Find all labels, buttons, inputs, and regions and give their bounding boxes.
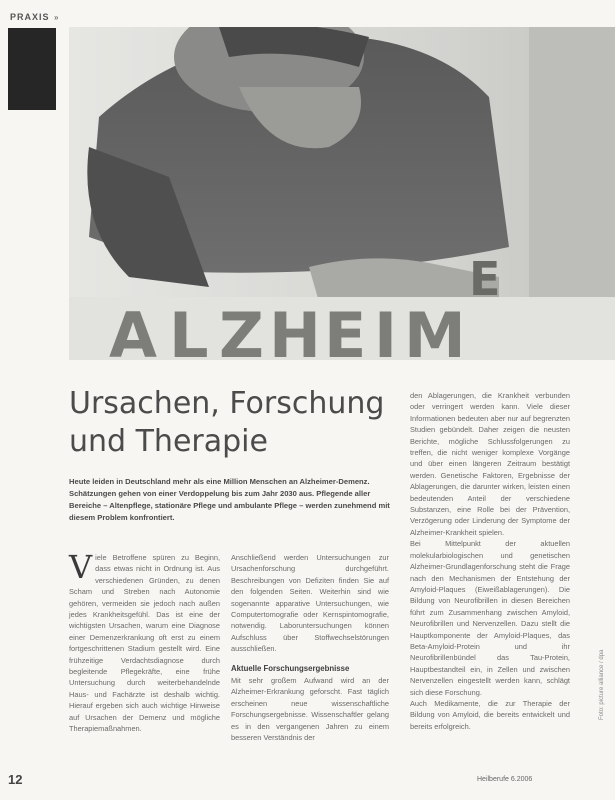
article-lead: Heute leiden in Deutschland mehr als eine Million Menschen an Alzheimer-Demenz. Schätzungen gehen von einer Verdoppelung bis zum Jahr 2030 aus. Pflegende aller Bereiche – Altenpflege, stationäre Pflege und ambulante Pflege – werden zunehmend mit diesem Problem konfrontiert. [69, 477, 390, 522]
body-column-1 [69, 548, 220, 735]
body-text: iele Betroffene spüren zu Beginn, dass etwas nicht in Ordnung ist. Aus verschiedenen Gründen, zu denen Scham und Streben nach Autonomie gehören, vermeiden sie jedoch nach außen jedes Krankheitsgefühl. Das ist eine der wichtigsten Ursachen, warum eine Diagnose einer Demenzerkrankung oft erst zu einem fortgeschrittenen Stadium gestellt wird. Eine frühzeitige Verdachtsdiagnose durch begleitende Pflegekräfte, eine frühe Untersuchung durch weiterbehandelnde Haus- und Fachärzte ist deshalb wichtig. Hierauf ergeben sich auch wichtige Hinweise auf Ursachen der Demenz und mögliche Therapiemaßnahmen. [69, 553, 220, 734]
page-number: 12 [8, 772, 23, 787]
section-name: PRAXIS [10, 12, 50, 22]
photo-illustration [69, 27, 615, 360]
photo-letter: E [324, 299, 367, 360]
drop-cap: V [69, 548, 93, 586]
photo-letter: Z [219, 299, 264, 360]
photo-letter: A [109, 299, 157, 360]
section-label [10, 12, 59, 22]
body-column-3 [410, 390, 570, 732]
body-column-2 [231, 552, 389, 744]
section-color-block [8, 28, 56, 110]
photo-letter: M [404, 299, 466, 360]
section-subheading: Aktuelle Forschungsergebnisse [231, 663, 350, 673]
body-text: Anschließend werden Untersuchungen zur Ursachenforschung durchgeführt. Beschreibungen von Defiziten finden Sie auf den folgenden Seiten. Weiterhin sind wie sogenannte apparative Untersuchungen, wie Computertomografie oder Kernspintomografie, notwendig. Laboruntersuchungen können Aufschluss über Stoffwechselstörungen ausschließen. [231, 553, 389, 654]
body-text: Bei Mittelpunkt der aktuellen molekularbiologischen und genetischen Alzheimer-Grundlagenforschung steht die Frage nach den Mechanismen der Entstehung der Amyloid-Plaques (Eiweißablagerungen). Die Bildung von Neurofibrillen in diesen Bereichen führt zum Zusammenhang zwischen Amyloid, Neurofibrillen und Nervenzellen. Dazu stellt die Hauptkomponente der Amyloid-Plaques, das Beta-Amyloid-Protein und ihr Neurofibrillenbündel das Tau-Protein, Hauptbestandteil ein, in Zellen und zwischen Nervenzellen eingestellt werden kann, schlägt sich diese Forschung. [410, 539, 570, 697]
photo-letter: H [269, 299, 321, 360]
photo-credit: Foto: picture alliance / dpa [599, 649, 605, 720]
magazine-footer: Heilberufe 6.2006 [477, 776, 533, 783]
article-headline: Ursachen, Forschung und Therapie [69, 386, 385, 459]
photo-letter-top: E [469, 252, 501, 306]
section-arrow-icon: » [54, 13, 60, 22]
body-text: Auch Medikamente, die zur Therapie der Bildung von Amyloid, die bereits entwickelt und bereits erfolgreich. [410, 698, 570, 731]
photo-letter: I [374, 299, 398, 360]
photo-letter: L [169, 299, 209, 360]
body-text: den Ablagerungen, die Krankheit verbunden oder verringert werden kann. Viele dieser Informationen bedeuten aber nur auf begrenzten Studien gebündelt. Daher zeigen die neusten Berichte, mögliche Schlussfolgerungen zu treffen, die nicht weniger komplexe Vorgänge und über einen längeren Zeitraum bestätigt werden. Genetische Faktoren, Ergebnisse der Ablagerungen, die darunter wirken, leisten einen bedeutenden Anteil der verschiedene Substanzen, eine Rolle bei der Prävention, Verzögerung oder Linderung der Symptome der Alzheimer-Krankheit spielen. [410, 391, 570, 537]
header-photo [69, 27, 615, 360]
body-text: Mit sehr großem Aufwand wird an der Alzheimer-Erkrankung geforscht. Fast täglich erscheinen neue wissenschaftliche Forschungsergebnisse. Wissenschaftler gelang es in den vergangenen Jahren zu einem besseren Verständnis der [231, 676, 389, 743]
